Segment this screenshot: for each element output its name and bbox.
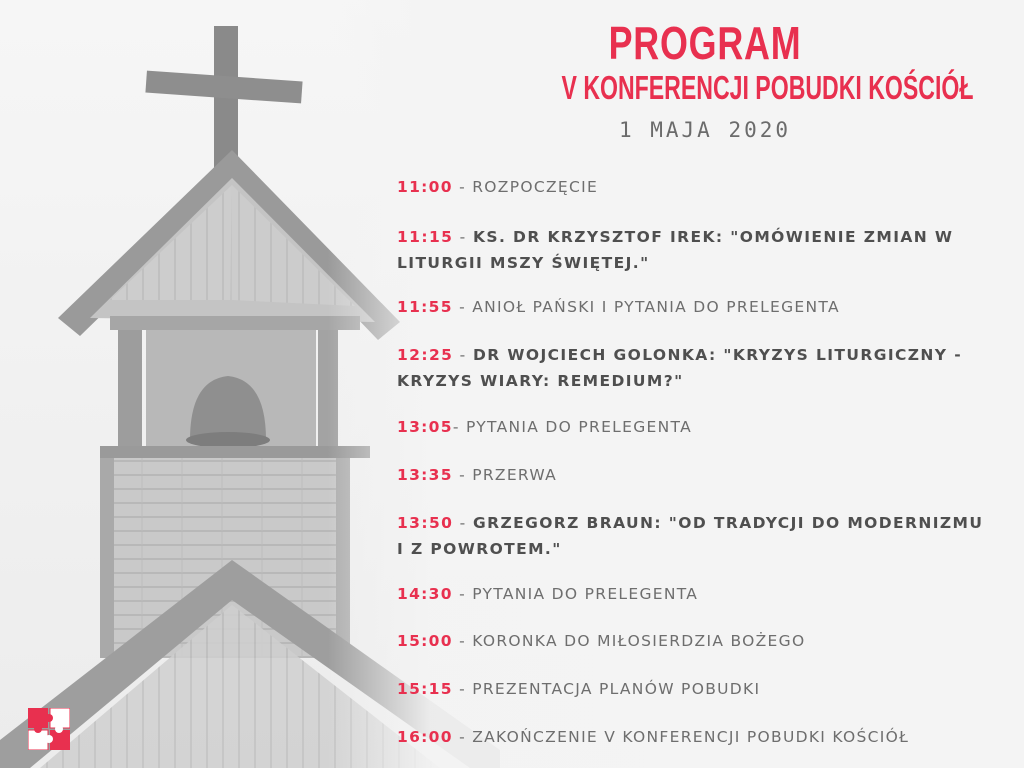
agenda-item bbox=[397, 342, 1022, 394]
page-subtitle: V KONFERENCJI POBUDKI KOŚCIÓŁ bbox=[561, 69, 974, 106]
agenda-time: 15:00 bbox=[397, 632, 453, 650]
agenda-text: DR WOJCIECH GOLONKA: "KRYZYS LITURGICZNY - bbox=[473, 346, 963, 364]
agenda-text: PREZENTACJA PLANÓW POBUDKI bbox=[472, 680, 761, 698]
agenda-time: 13:05 bbox=[397, 418, 453, 436]
agenda-separator: - bbox=[452, 178, 473, 196]
agenda-time: 13:35 bbox=[397, 466, 453, 484]
agenda-time: 11:55 bbox=[397, 298, 453, 316]
agenda-item bbox=[397, 174, 1022, 200]
agenda-text: PRZERWA bbox=[472, 466, 558, 484]
agenda-separator: - bbox=[452, 585, 473, 603]
agenda-text: PYTANIA DO PRELEGENTA bbox=[472, 585, 699, 603]
event-date: 1 MAJA 2020 bbox=[618, 118, 792, 142]
agenda-time: 13:50 bbox=[397, 514, 454, 532]
agenda-time: 12:25 bbox=[397, 346, 454, 364]
agenda-item bbox=[397, 581, 1022, 607]
agenda-text-continued: I Z POWROTEM." bbox=[397, 540, 562, 558]
agenda-text-continued: KRYZYS WIARY: REMEDIUM?" bbox=[397, 372, 684, 390]
agenda-text: ANIOŁ PAŃSKI I PYTANIA DO PRELEGENTA bbox=[472, 298, 840, 316]
agenda-item bbox=[397, 224, 1022, 276]
page-title: PROGRAM bbox=[608, 17, 802, 69]
agenda-text-continued: LITURGII MSZY ŚWIĘTEJ." bbox=[397, 254, 650, 272]
agenda-item bbox=[397, 724, 1022, 750]
agenda-item bbox=[397, 628, 1022, 654]
agenda-time: 11:15 bbox=[397, 228, 454, 246]
agenda-text: GRZEGORZ BRAUN: "OD TRADYCJI DO MODERNIZMU bbox=[473, 514, 984, 532]
agenda-text: ROZPOCZĘCIE bbox=[472, 178, 599, 196]
agenda-text: KORONKA DO MIŁOSIERDZIA BOŻEGO bbox=[472, 632, 806, 650]
agenda-time: 15:15 bbox=[397, 680, 453, 698]
agenda-item bbox=[397, 510, 1022, 562]
agenda-separator: - bbox=[452, 728, 473, 746]
agenda-separator: - bbox=[453, 514, 473, 532]
agenda-time: 16:00 bbox=[397, 728, 453, 746]
agenda-text: ZAKOŃCZENIE V KONFERENCJI POBUDKI KOŚCIÓŁ bbox=[472, 728, 910, 746]
agenda-separator: - bbox=[452, 632, 473, 650]
agenda-separator: - bbox=[452, 418, 466, 436]
agenda-separator: - bbox=[452, 466, 473, 484]
agenda-item bbox=[397, 676, 1022, 702]
agenda-time: 11:00 bbox=[397, 178, 453, 196]
agenda-text: PYTANIA DO PRELEGENTA bbox=[465, 418, 692, 436]
agenda-item bbox=[397, 462, 1022, 488]
agenda-separator: - bbox=[452, 680, 473, 698]
agenda-item bbox=[397, 414, 1022, 440]
header bbox=[500, 17, 974, 142]
puzzle-logo-icon bbox=[28, 708, 70, 750]
agenda-text: KS. DR KRZYSZTOF IREK: "OMÓWIENIE ZMIAN W bbox=[473, 228, 954, 246]
agenda-item bbox=[397, 294, 1022, 320]
agenda-time: 14:30 bbox=[397, 585, 453, 603]
agenda-separator: - bbox=[453, 346, 473, 364]
agenda-separator: - bbox=[452, 298, 473, 316]
agenda-separator: - bbox=[453, 228, 473, 246]
